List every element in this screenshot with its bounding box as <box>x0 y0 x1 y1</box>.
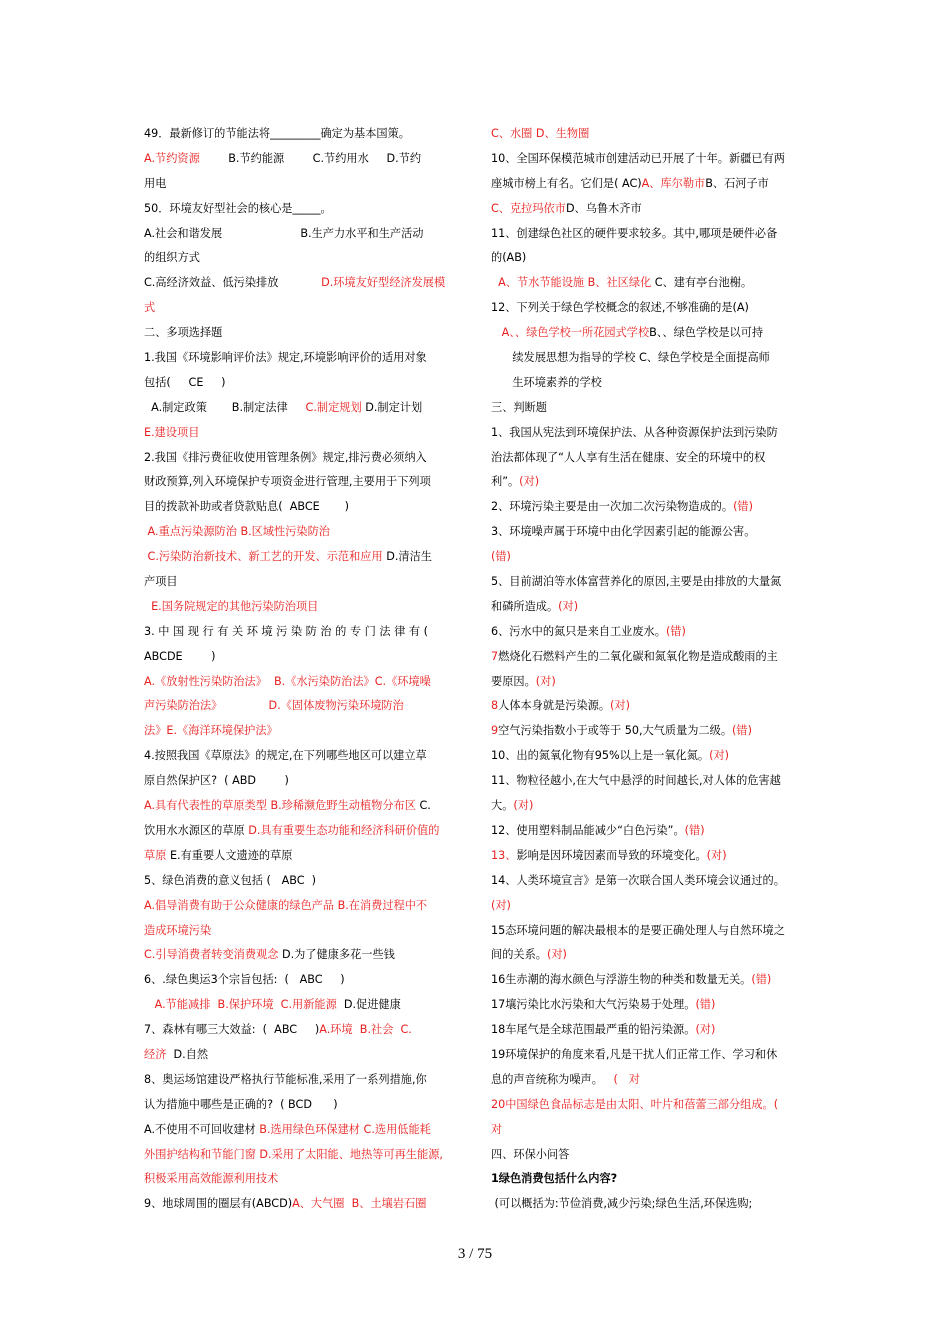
left-line <box>144 271 462 296</box>
text-run: 治法都体现了“人人享有生活在健康、安全的环境中的权 <box>491 450 766 464</box>
text-run: D.具有重要生态功能和经济科研价值的 <box>248 823 440 837</box>
left-line <box>144 122 462 147</box>
text-run: (错) <box>695 998 716 1012</box>
text-run: 的(AB) <box>491 251 527 265</box>
right-line <box>491 943 809 968</box>
text-run: 认为措施中哪些是正确的? ( BCD ) <box>144 1097 338 1111</box>
text-run: D.清洁生 <box>382 550 432 564</box>
left-line <box>144 1093 462 1118</box>
right-line <box>491 470 809 495</box>
right-line <box>491 222 809 247</box>
text-run: 4.按照我国《草原法》的规定,在下列哪些地区可以建立草 <box>144 749 427 763</box>
text-run: 和磷所造成。 <box>491 599 559 613</box>
text-run: 息的声音统称为噪声。 <box>491 1072 603 1086</box>
text-run: 1、我国从宪法到环境保护法、从各种资源保护法到污染防 <box>491 425 778 439</box>
text-run: 原自然保护区? ( ABD ) <box>144 774 289 788</box>
left-line <box>144 1043 462 1068</box>
text-run: 5、目前湖泊等水体富营养化的原因,主要是由排放的大量氮 <box>491 575 782 589</box>
right-line <box>491 595 809 620</box>
text-run: 8、奥运场馆建设严格执行节能标准,采用了一系列措施,你 <box>144 1072 427 1086</box>
text-run: B.节约能源 C.节约用水 D.节约 <box>199 151 422 165</box>
text-run: 用电 <box>144 176 167 190</box>
right-line <box>491 620 809 645</box>
text-run: 20中国绿色食品标志是由太阳、叶片和蓓蕾三部分组成。( <box>491 1097 779 1111</box>
left-line <box>144 371 462 396</box>
text-run: (对) <box>519 475 540 489</box>
text-run: 续发展思想为指导的学校 C、绿色学校是全面提高师 <box>491 351 770 365</box>
text-run: 5、绿色消费的意义包括 ( ABC ) <box>144 873 317 887</box>
left-line <box>144 520 462 545</box>
text-run: A.节约资源 <box>144 151 200 165</box>
left-line <box>144 172 462 197</box>
left-line <box>144 968 462 993</box>
text-run: 财政预算,列入环境保护专项资金进行管理,主要用于下列项 <box>144 475 431 489</box>
right-line <box>491 421 809 446</box>
text-run: A、、绿色学校一所花园式学校 <box>491 326 650 340</box>
text-run: (对) <box>535 674 556 688</box>
text-run: 利”。 <box>491 475 520 489</box>
right-line <box>491 694 809 719</box>
right-line <box>491 446 809 471</box>
right-line <box>491 670 809 695</box>
right-line <box>491 570 809 595</box>
right-line <box>491 495 809 520</box>
text-run: 6、.绿色奥运3个宗旨包括: ( ABC ) <box>144 973 345 987</box>
right-line <box>491 1068 809 1093</box>
text-run: A、库尔勒市 <box>641 176 706 190</box>
left-line <box>144 321 462 346</box>
text-run: 49．最新修订的节能法将_________确定为基本国策。 <box>144 127 410 140</box>
text-run: (对) <box>513 799 534 813</box>
right-line <box>491 346 809 371</box>
text-run: C、克拉玛依市 <box>491 201 566 215</box>
left-line <box>144 346 462 371</box>
left-line <box>144 844 462 869</box>
text-run: 对 <box>491 1122 503 1136</box>
text-run: 13、 <box>491 848 517 862</box>
left-line <box>144 620 462 645</box>
text-run: D、乌鲁木齐市 <box>565 201 642 215</box>
text-run: (错) <box>733 500 753 514</box>
right-line <box>491 1093 809 1118</box>
left-line <box>144 1143 462 1168</box>
left-line <box>144 993 462 1018</box>
left-line <box>144 470 462 495</box>
text-run: 7、森林有哪三大效益: ( ABC ) <box>144 1023 320 1037</box>
text-run: (对) <box>546 948 567 962</box>
text-run: C.引导消费者转变消费观念 <box>144 948 279 962</box>
text-run: A、节水节能设施 B、社区绿化 <box>491 276 652 290</box>
text-run: 要原因。 <box>491 674 536 688</box>
left-line <box>144 943 462 968</box>
text-run: 18车尾气是全球范围最严重的铅污染源。 <box>491 1023 696 1037</box>
text-run: ABCDE ) <box>144 649 216 663</box>
right-line <box>491 296 809 321</box>
right-line <box>491 919 809 944</box>
left-line <box>144 1167 462 1192</box>
text-run: 3、环境噪声属于环境中由化学因素引起的能源公害。 <box>491 525 756 539</box>
left-line <box>144 396 462 421</box>
right-line <box>491 794 809 819</box>
text-run: (错) <box>491 550 511 564</box>
text-run: 10、全国环保模范城市创建活动已开展了十年。新疆已有两 <box>491 151 785 165</box>
text-run: A.具有代表性的草原类型 B.珍稀濒危野生动植物分布区 <box>144 799 416 813</box>
left-line <box>144 147 462 172</box>
left-line <box>144 645 462 670</box>
left-line <box>144 222 462 247</box>
text-run: 3. 中 国 现 行 有 关 环 境 污 染 防 治 的 专 门 法 律 有 ( <box>144 624 428 638</box>
text-run: 目的拨款补助或者贷款贴息( ABCE ) <box>144 500 349 514</box>
text-run: 饮用水水源区的草原 <box>144 823 249 837</box>
left-line <box>144 869 462 894</box>
right-line <box>491 744 809 769</box>
text-run: (错) <box>732 724 752 738</box>
right-line <box>491 1118 809 1143</box>
text-run: (对) <box>491 898 511 912</box>
text-run: (可以概括为:节俭消费,减少污染;绿色生活,环保选购; <box>491 1197 753 1211</box>
text-run: 15态环境问题的解决最根本的是要正确处理人与自然环境之 <box>491 923 785 937</box>
text-run: 三、判断题 <box>491 400 547 414</box>
left-line <box>144 1068 462 1093</box>
left-line <box>144 744 462 769</box>
text-run: 8 <box>491 699 499 713</box>
right-line <box>491 371 809 396</box>
right-line <box>491 993 809 1018</box>
text-run: B、、绿色学校是以可持 <box>649 326 764 340</box>
text-run: (错) <box>684 823 705 837</box>
right-line <box>491 396 809 421</box>
left-line <box>144 719 462 744</box>
right-line <box>491 1192 809 1217</box>
text-run: 2.我国《排污费征收使用管理条例》规定,排污费必须纳入 <box>144 450 427 464</box>
text-run: 积极采用高效能源利用技术 <box>144 1172 279 1186</box>
text-run: 9、地球周围的圈层有(ABCD) <box>144 1197 293 1211</box>
text-run: 17壤污染比水污染和大气污染易于处理。 <box>491 998 696 1012</box>
left-line <box>144 595 462 620</box>
left-line <box>144 1118 462 1143</box>
text-run: (对) <box>558 599 579 613</box>
text-run: 声污染防治法》 D.《固体废物污染环境防治 <box>144 699 404 713</box>
text-run: B.选用绿色环保建材 C.选用低能耗 <box>259 1122 431 1136</box>
right-line <box>491 271 809 296</box>
text-run: A.制定政策 B.制定法律 <box>144 400 306 414</box>
left-line <box>144 495 462 520</box>
left-line <box>144 421 462 446</box>
text-run: (错) <box>751 973 772 987</box>
right-line <box>491 1018 809 1043</box>
right-line <box>491 147 809 172</box>
right-line <box>491 1167 809 1192</box>
text-run: (对) <box>709 749 730 763</box>
text-run: B、石河子市 <box>705 176 769 190</box>
left-line <box>144 1018 462 1043</box>
text-run: 包括( CE ) <box>144 375 226 389</box>
right-line <box>491 968 809 993</box>
left-line <box>144 446 462 471</box>
left-line <box>144 670 462 695</box>
left-line <box>144 769 462 794</box>
left-line <box>144 570 462 595</box>
text-run: 间的关系。 <box>491 948 547 962</box>
text-run: 10、出的氮氧化物有95%以上是一氧化氮。 <box>491 749 710 763</box>
text-run: E.建设项目 <box>144 425 200 439</box>
text-run: 生环境素养的学校 <box>491 375 602 389</box>
text-run: A.社会和谐发展 B.生产力水平和生产活动 <box>144 226 424 240</box>
right-line <box>491 769 809 794</box>
text-run: 式 <box>144 301 156 315</box>
text-run: A、大气圈 B、土壤岩石圈 <box>292 1197 427 1211</box>
page-number: 3 / 75 <box>457 1246 493 1262</box>
text-run: 经济 <box>144 1047 167 1061</box>
text-run: A.重点污染源防治 B.区域性污染防治 <box>144 525 330 539</box>
text-run: 草原 <box>144 848 167 862</box>
right-column <box>491 122 809 1217</box>
text-run: D.制定计划 <box>361 400 423 414</box>
left-line <box>144 794 462 819</box>
text-run: 人体本身就是污染源。 <box>498 699 611 713</box>
text-run: 11、创建绿色社区的硬件要求较多。其中,哪项是硬件必备 <box>491 226 778 240</box>
text-run: 法》E.《海洋环境保护法》 <box>144 724 278 738</box>
text-run: C.高经济效益、低污染排放 <box>144 276 322 290</box>
text-run: D.促进健康 <box>336 998 401 1012</box>
text-run: A.倡导消费有助于公众健康的绿色产品 B.在消费过程中不 <box>144 898 428 912</box>
text-run: 的组织方式 <box>144 251 200 265</box>
right-line <box>491 172 809 197</box>
text-run: 1.我国《环境影响评价法》规定,环境影响评价的适用对象 <box>144 351 427 365</box>
text-run: C. <box>415 799 431 813</box>
text-run: 座城市榜上有名。它们是( AC) <box>491 176 642 190</box>
right-line <box>491 520 809 545</box>
right-line <box>491 869 809 894</box>
text-run: 产项目 <box>144 575 178 589</box>
left-line <box>144 1192 462 1217</box>
right-line <box>491 1143 809 1168</box>
text-run: 6、污水中的氮只是来自工业废水。 <box>491 624 666 638</box>
right-line <box>491 844 809 869</box>
left-line <box>144 919 462 944</box>
right-line <box>491 197 809 222</box>
text-run: 燃烧化石燃料产生的二氧化碳和氮氧化物是造成酸雨的主 <box>498 649 778 663</box>
right-line <box>491 1043 809 1068</box>
text-run: D.自然 <box>166 1047 209 1061</box>
text-run: A.节能减排 B.保护环境 C.用新能源 <box>144 998 337 1012</box>
text-run: 1绿色消费包括什么内容? <box>491 1172 618 1186</box>
text-run: A.《放射性污染防治法》 B.《水污染防治法》C.《环境噪 <box>144 674 431 688</box>
text-run: C.污染防治新技术、新工艺的开发、示范和应用 <box>144 550 383 564</box>
text-run: 造成环境污染 <box>144 923 212 937</box>
text-run: 空气污染指数小于或等于 50,大气质量为二级。 <box>498 724 733 738</box>
text-run: 16生赤潮的海水颜色与浮游生物的种类和数量无关。 <box>491 973 752 987</box>
text-run: 50．环境友好型社会的核心是_____。 <box>144 201 332 215</box>
right-line <box>491 321 809 346</box>
left-line <box>144 246 462 271</box>
text-run: A.不使用不可回收建材 <box>144 1122 260 1136</box>
text-run: 二、多项选择题 <box>144 326 223 340</box>
left-line <box>144 197 462 222</box>
text-run: (对) <box>695 1023 716 1037</box>
text-run: E.国务院规定的其他污染防治项目 <box>144 599 319 613</box>
text-run: D.为了健康多花一些钱 <box>278 948 395 962</box>
text-run: 14、人类环境宣言》是第一次联合国人类环境会议通过的。 <box>491 873 785 887</box>
right-line <box>491 122 809 147</box>
text-run: 外围护结构和节能门窗 D.采用了太阳能、地热等可再生能源, <box>144 1147 443 1161</box>
text-run: 19环境保护的角度来看,凡是干扰人们正常工作、学习和休 <box>491 1047 778 1061</box>
right-line <box>491 246 809 271</box>
text-run: (对) <box>610 699 630 713</box>
right-line <box>491 819 809 844</box>
left-line <box>144 694 462 719</box>
text-run: D.环境友好型经济发展模 <box>321 276 446 290</box>
right-line <box>491 894 809 919</box>
text-run: 2、环境污染主要是由一次加二次污染物造成的。 <box>491 500 734 514</box>
left-line <box>144 545 462 570</box>
text-run: ( 对 <box>602 1072 640 1086</box>
text-run: C、建有亭台池榭。 <box>651 276 753 290</box>
right-line <box>491 645 809 670</box>
text-run: A.环境 B.社会 C. <box>319 1023 412 1037</box>
left-column <box>144 122 462 1217</box>
text-run: 7 <box>491 649 499 663</box>
left-line <box>144 819 462 844</box>
text-run: (错) <box>665 624 686 638</box>
text-run: 四、环保小问答 <box>491 1147 570 1161</box>
text-run: 11、物粒径越小,在大气中悬浮的时间越长,对人体的危害越 <box>491 774 781 788</box>
left-line <box>144 894 462 919</box>
text-run: 9 <box>491 724 499 738</box>
right-line <box>491 545 809 570</box>
right-line <box>491 719 809 744</box>
left-line <box>144 296 462 321</box>
text-run: C、水圈 D、生物圈 <box>491 127 590 140</box>
text-run: C.制定规划 <box>305 400 362 414</box>
text-run: 12、使用塑料制品能减少“白色污染”。 <box>491 823 685 837</box>
text-run: 大。 <box>491 799 514 813</box>
text-run: (对) <box>706 848 727 862</box>
text-run: 12、下列关于绿色学校概念的叙述,不够准确的是(A) <box>491 301 749 315</box>
text-run: 影响是因环境因素而导致的环境变化。 <box>516 848 707 862</box>
text-run: E.有重要人文遗迹的草原 <box>166 848 293 862</box>
